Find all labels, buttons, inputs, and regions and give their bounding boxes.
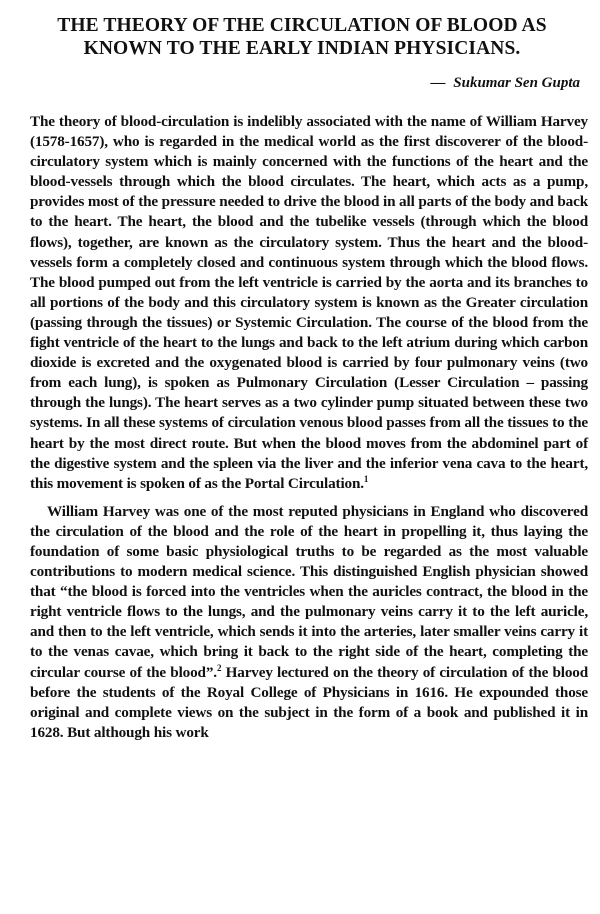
paragraph-1: [30, 112, 588, 494]
paragraph-1-text: The theory of blood-circulation is indelibly associated with the name of William Harvey (1578-1657), who is regarded in the medical world as the first discoverer of the blood-circulatory system which is mainly concerned with the functions of the heart and the blood-vessels through which the blood circulates. The heart, which acts as a pump, provides most of the pressure needed to drive the blood in all parts of the body and back to the heart. The heart, the blood and the tubelike vessels (through which the blood flows), together, are known as the circulatory system. Thus the heart and the blood-vessels form a completely closed and continuous system through which the blood flows. The blood pumped out from the left ventricle is carried by the aorta and its branches to all portions of the body and this circulatory system is known as the Greater circulation (passing through the tissues) or Systemic Circulation. The course of the blood from the fight ventricle of the heart to the lungs and back to the left atrium during which carbon dioxide is excreted and the oxygenated blood is carried by four pulmonary veins (two from each lung), is spoken as Pulmonary Circulation (Lesser Circulation – passing through the lungs). The heart serves as a two cylinder pump situated between these two systems. In all these systems of circulation venous blood passes from all the tissues to the heart by the most direct route. But when the blood moves from the abdominel part of the digestive system and the spleen via the liver and the inferior vena cava to the heart, this movement is spoken of as the Portal Circulation.: [30, 113, 588, 492]
paragraph-2-text-a: William Harvey was one of the most reputed physicians in England who discovered the circulation of the blood and the role of the heart in propelling it, thus laying the foundation of some basic physiological truths to be regarded as the most valuable contributions to modern medical science. This distinguished English physician showed that “the blood is forced into the ventricles when the auricles contract, the blood in the right ventricle flows to the lungs, and the pulmonary veins carry it to the left auricle, and then to the left ventricle, which sends it into the arteries, later smaller veins carry it to the venas cavae, which bring it back to the right side of the heart, completing the circular course of the blood”.: [30, 502, 588, 681]
footnote-marker-2: 2: [216, 662, 222, 673]
footnote-marker-1: 1: [363, 473, 369, 484]
byline-dash: —: [430, 75, 446, 91]
paragraph-2-text-b: Harvey lectured on the theory of circulation of the blood before the students of the Royal College of Physicians in 1616. He expounded those original and complete views on the subject in the form of a book and published it in 1628. But although his work: [30, 663, 589, 741]
author-byline: [30, 73, 588, 93]
article-title: THE THEORY OF THE CIRCULATION OF BLOOD AS KNOWN TO THE EARLY INDIAN PHYSICIANS.: [57, 15, 547, 59]
paragraph-2: [30, 502, 588, 743]
author-name: Sukumar Sen Gupta: [453, 75, 580, 91]
